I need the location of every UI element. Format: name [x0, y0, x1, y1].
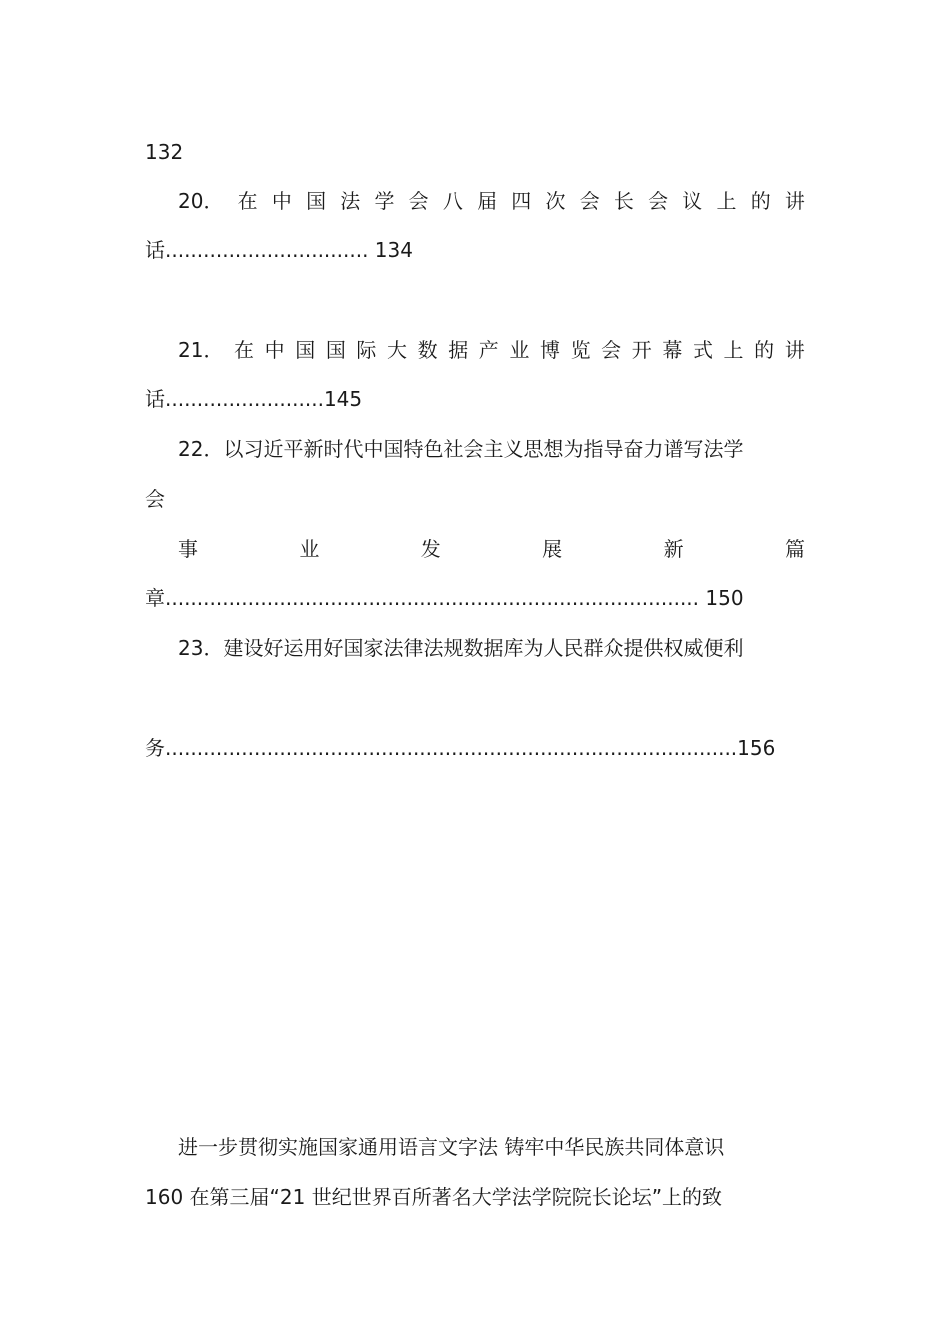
toc-dot-leader: ......................... — [165, 387, 324, 411]
toc-char: 篇 — [784, 537, 805, 561]
toc-char: 八 — [442, 189, 463, 213]
toc-title-text: 23．建设好运用好国家法律法规数据库为人民群众提供权威便利 — [178, 636, 744, 660]
toc-char: 新 — [663, 537, 684, 561]
toc-char: 届 — [477, 189, 498, 213]
toc-char: 大 — [387, 338, 408, 362]
toc-char: 讲 — [784, 338, 805, 362]
toc-item-23-line1 — [178, 634, 805, 662]
toc-char: 次 — [545, 189, 566, 213]
toc-char: 际 — [356, 338, 377, 362]
toc-char: 开 — [631, 338, 652, 362]
toc-page-number: 145 — [323, 387, 363, 411]
toc-title-tail: 章 — [145, 586, 165, 610]
toc-item-23-line3[interactable] — [145, 734, 805, 762]
toc-char: 的 — [754, 338, 775, 362]
toc-char: 国 — [325, 338, 346, 362]
toc-char: 会 — [579, 189, 600, 213]
toc-char: 据 — [448, 338, 469, 362]
toc-char: 式 — [692, 338, 713, 362]
toc-char: 事 — [178, 537, 198, 561]
toc-char: 在 — [237, 189, 258, 213]
toc-char: 览 — [570, 338, 591, 362]
toc-title-tail: 务 — [145, 736, 165, 760]
toc-char: 学 — [374, 189, 395, 213]
body-text: 进一步贯彻实施国家通用语言文字法 铸牢中华民族共同体意识 — [178, 1135, 725, 1159]
toc-char: 长 — [613, 189, 634, 213]
toc-item-22-line1 — [178, 435, 805, 463]
toc-char: 在 — [234, 338, 255, 362]
toc-item-22-line4[interactable] — [145, 584, 805, 612]
toc-item-21-line2[interactable] — [145, 385, 805, 413]
toc-char: 的 — [750, 189, 771, 213]
toc-char: 上 — [723, 338, 744, 362]
toc-char: 四 — [511, 189, 532, 213]
toc-title-text: 22．以习近平新时代中国特色社会主义思想为指导奋力谱写法学 — [178, 437, 744, 461]
toc-item-21-line1 — [178, 336, 805, 364]
toc-page-number: 156 — [737, 736, 776, 760]
page-number: 132 — [145, 140, 184, 164]
toc-char: 博 — [539, 338, 560, 362]
toc-char: 会 — [601, 338, 622, 362]
toc-char: 会 — [648, 189, 669, 213]
toc-char: 业 — [299, 537, 320, 561]
toc-item-number: 21． — [178, 338, 224, 362]
toc-char: 议 — [682, 189, 703, 213]
toc-dot-leader: .......................................................................................... — [165, 736, 738, 760]
toc-char: 业 — [509, 338, 530, 362]
toc-char: 中 — [264, 338, 285, 362]
toc-char: 展 — [542, 537, 563, 561]
toc-char: 上 — [716, 189, 737, 213]
toc-title-text: 会 — [145, 487, 165, 511]
toc-title-tail: 话 — [145, 238, 165, 262]
toc-item-22-line2 — [145, 485, 805, 513]
body-text-line1 — [178, 1133, 805, 1161]
toc-char: 讲 — [784, 189, 805, 213]
toc-page-number-132 — [145, 138, 805, 166]
toc-item-20-line2[interactable] — [145, 236, 805, 264]
toc-char: 产 — [478, 338, 499, 362]
toc-title-tail: 话 — [145, 387, 165, 411]
toc-char: 会 — [408, 189, 429, 213]
toc-char: 中 — [271, 189, 292, 213]
toc-char: 国 — [306, 189, 327, 213]
toc-item-number: 20． — [178, 189, 224, 213]
toc-page-number: 150 — [705, 586, 744, 610]
toc-char: 发 — [420, 537, 441, 561]
toc-page-number: 134 — [374, 238, 413, 262]
toc-char: 幕 — [662, 338, 683, 362]
toc-char: 国 — [295, 338, 316, 362]
body-text: 160 在第三届“21 世纪世界百所著名大学法学院院长论坛”上的致 — [145, 1185, 723, 1209]
body-text-line2 — [145, 1183, 805, 1211]
toc-item-22-line3 — [178, 535, 805, 563]
toc-char: 法 — [340, 189, 361, 213]
toc-item-20-line1 — [178, 187, 805, 215]
toc-dot-leader: ................................ — [165, 238, 369, 262]
toc-char: 数 — [417, 338, 438, 362]
toc-dot-leader: .................................................................................... — [165, 586, 700, 610]
